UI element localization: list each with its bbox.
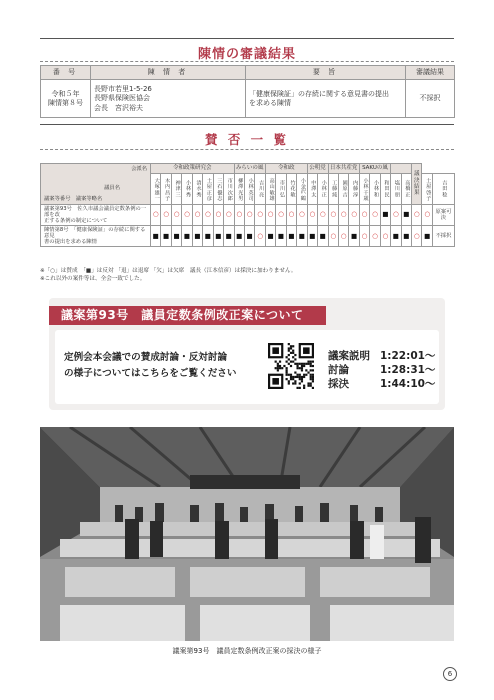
vote-mark: ○ [422,205,432,226]
vote-mark: ■ [276,226,286,247]
vote-mark: ○ [255,205,265,226]
member-name: 和田 民 [380,174,390,205]
vote-mark: ■ [213,226,223,247]
bill-label-line: 陳情第8号 「健康保険証」の存続に関する意見 [44,227,146,240]
vote-mark: ○ [318,205,328,226]
vote-mark: ○ [255,226,265,247]
vote-mark: ■ [192,226,202,247]
vote-mark: ○ [370,226,380,247]
petition-title-divider [40,61,454,62]
member-name: 小林 千歳 [359,174,369,205]
vote-result: 不採択 [432,226,454,247]
vote-mark: ○ [307,205,317,226]
vote-mark: ○ [297,205,307,226]
petitioner-org: 長野県保険医協会 [94,94,150,103]
petitioner-rep: 会長 宮沢裕夫 [94,103,143,112]
vote-mark: ○ [234,205,244,226]
vote-mark: ■ [401,205,411,226]
assembly-hall-photo [40,427,454,641]
vote-mark: ■ [203,226,213,247]
vote-mark: ○ [276,205,286,226]
petition-number-cell [41,80,91,118]
photo-caption: 議案第93号 議員定数条例改正案の採決の様子 [172,647,322,655]
member-name: 小林 英司 [244,174,254,205]
vote-mark: ■ [391,226,401,247]
vote-note-legend: ※「○」は賛成 「■」は反対 「退」は退席 「欠」は欠席 議長（江本信彦）は採決に加わりません。 [40,268,297,274]
vote-mark: ■ [182,226,192,247]
vote-mark: ○ [391,205,401,226]
member-name: 木内 昌子 [161,174,171,205]
vote-mark: ○ [213,205,223,226]
vote-mark: ■ [151,226,161,247]
bill-label-line: 正する条例の制定について [44,218,108,225]
vote-mark: ○ [265,205,275,226]
vote-mark: ■ [161,226,171,247]
member-name: 内藤 淳 [349,174,359,205]
petition-number-year: 令和５年 [51,89,80,98]
votes-section-title: 賛 否 一 覧 [204,132,290,147]
member-name: 清水 秀 [192,174,202,205]
timestamp-label: 採決 [328,378,349,390]
promo-text [64,350,237,382]
top-rule [40,38,454,39]
vote-mark: ○ [359,205,369,226]
vote-mark: ■ [318,226,328,247]
vote-mark: ○ [412,205,422,226]
member-name: 市川 弘 [276,174,286,205]
vote-mark: ■ [286,226,296,247]
result-header-line: 議決 [414,171,420,184]
member-name: 市川 次郎 [224,174,234,205]
member-name: 土屋 啓子 [422,174,432,205]
member-name: 大塚 雄一 [151,174,161,205]
timestamp-label: 討論 [328,364,349,376]
timestamp-row [328,349,435,363]
petition-petitioner-cell [91,80,246,118]
petition-header-number: 番 号 [41,66,91,80]
vote-mark: ■ [380,205,390,226]
vote-mark: ○ [412,226,422,247]
petition-number-id: 陳情第８号 [48,98,83,107]
timestamp-row [328,363,435,377]
vote-mark: ■ [234,226,244,247]
corner-bill-label: 議案等番号 議案等略名 [44,195,103,202]
vote-mark: ■ [307,226,317,247]
vote-mark: ○ [203,205,213,226]
vote-mark: ○ [182,205,192,226]
vote-mark: ○ [338,205,348,226]
promo-text-line1: 定例会本会議での賛成討論・反対討論 [64,352,228,363]
vote-mark: ○ [286,205,296,226]
bill-label-line: 議案第93号 佐久市議会議員定数条例の一部を改 [44,206,147,219]
promo-text-line2: の様子についてはこちらをご覧ください [64,368,237,379]
vote-row [41,226,455,247]
member-name: 小金沢 鶴 [297,174,307,205]
vote-mark: ○ [224,205,234,226]
member-name: 小林 秀 [182,174,192,205]
vote-mark: ■ [171,226,181,247]
member-name: 園原 吉 [338,174,348,205]
member-name: 吉川 亮 [255,174,265,205]
timestamp-value: 1:44:10〜 [380,378,436,390]
bill-label-line: 書の提出を求める陳情 [44,239,97,246]
vote-mark: ○ [171,205,181,226]
group-header: 日本共産党 [328,164,359,174]
timestamp-label: 議案説明 [328,350,370,362]
member-name: 小林 正 [318,174,328,205]
petition-summary-line1: 「健康保険証」の存続に関する意見書の提出 [249,89,389,98]
member-name: 竹花 敏 [286,174,296,205]
petition-table [40,65,455,118]
timestamp-value: 1:22:01〜 [380,350,436,362]
group-header: 令和政策研究会 [151,164,235,174]
vote-mark: ○ [192,205,202,226]
petition-header-result: 審議結果 [406,66,455,80]
promo-heading: 議案第93号 議員定数条例改正案について [49,306,326,325]
votes-top-rule [40,124,454,125]
vote-mark: ○ [328,226,338,247]
result-header-line: 結果 [414,184,420,197]
vote-mark: ■ [422,226,432,247]
vote-mark: ■ [265,226,275,247]
petition-result: 不採択 [406,80,455,118]
group-header: SAKUの風 [359,164,390,174]
page-number: 6 [443,667,457,681]
vote-mark: ○ [380,226,390,247]
vote-mark: ○ [338,226,348,247]
petition-section-title: 陳情の審議結果 [197,47,296,62]
member-name: 工藤 純 [328,174,338,205]
vote-mark: ○ [161,205,171,226]
vote-mark: ○ [244,205,254,226]
petition-summary-cell [246,80,406,118]
group-header [391,164,412,174]
vote-mark: ○ [151,205,161,226]
member-name: 柳澤 光男 [234,174,244,205]
vote-mark: ○ [370,205,380,226]
vote-mark: ○ [359,226,369,247]
qr-code-icon[interactable] [268,343,314,389]
member-name: 高山 敏雄 [265,174,275,205]
result-header [412,164,422,205]
member-name: 三石 優志 [213,174,223,205]
vote-mark: ■ [244,226,254,247]
member-name: 土屋 正彦 [203,174,213,205]
group-header: みらいの風 [234,164,265,174]
timestamp-value: 1:28:31〜 [380,364,436,376]
vote-result: 原案可決 [432,205,454,226]
member-name: 塩川 朋 [391,174,401,205]
vote-mark: ■ [401,226,411,247]
vote-row [41,205,455,226]
member-name: 神津 三 [171,174,181,205]
vote-mark: ■ [349,226,359,247]
member-name: 中澤 太 [307,174,317,205]
timestamp-list [328,349,435,391]
member-name: 小林 和 [370,174,380,205]
group-header: 公明党 [307,164,328,174]
vote-mark: ■ [224,226,234,247]
petitioner-address: 長野市若里1-5-26 [94,84,152,93]
corner-group-label: 会派名 [131,166,147,172]
petition-header-summary: 要 旨 [246,66,406,80]
assembly-hall-illustration [40,427,454,641]
bill-label [41,226,151,247]
group-header: 令和政 [265,164,307,174]
vote-mark: ○ [349,205,359,226]
votes-title-divider [40,149,454,150]
timestamp-row [328,377,435,391]
vote-table [40,163,455,247]
vote-table-corner [41,164,151,205]
corner-member-label: 議員名 [104,185,120,191]
bill-label [41,205,151,226]
petition-header-petitioner: 陳 情 者 [91,66,246,80]
member-name: 高橋 正 [401,174,411,205]
vote-note-unanimous: ※これ以外の案件等は、全会一致でした。 [40,276,146,282]
vote-mark: ○ [328,205,338,226]
petition-summary-line2: を求める陳情 [249,98,291,107]
vote-mark: ■ [297,226,307,247]
member-name: 吉田 稔 [432,174,454,205]
